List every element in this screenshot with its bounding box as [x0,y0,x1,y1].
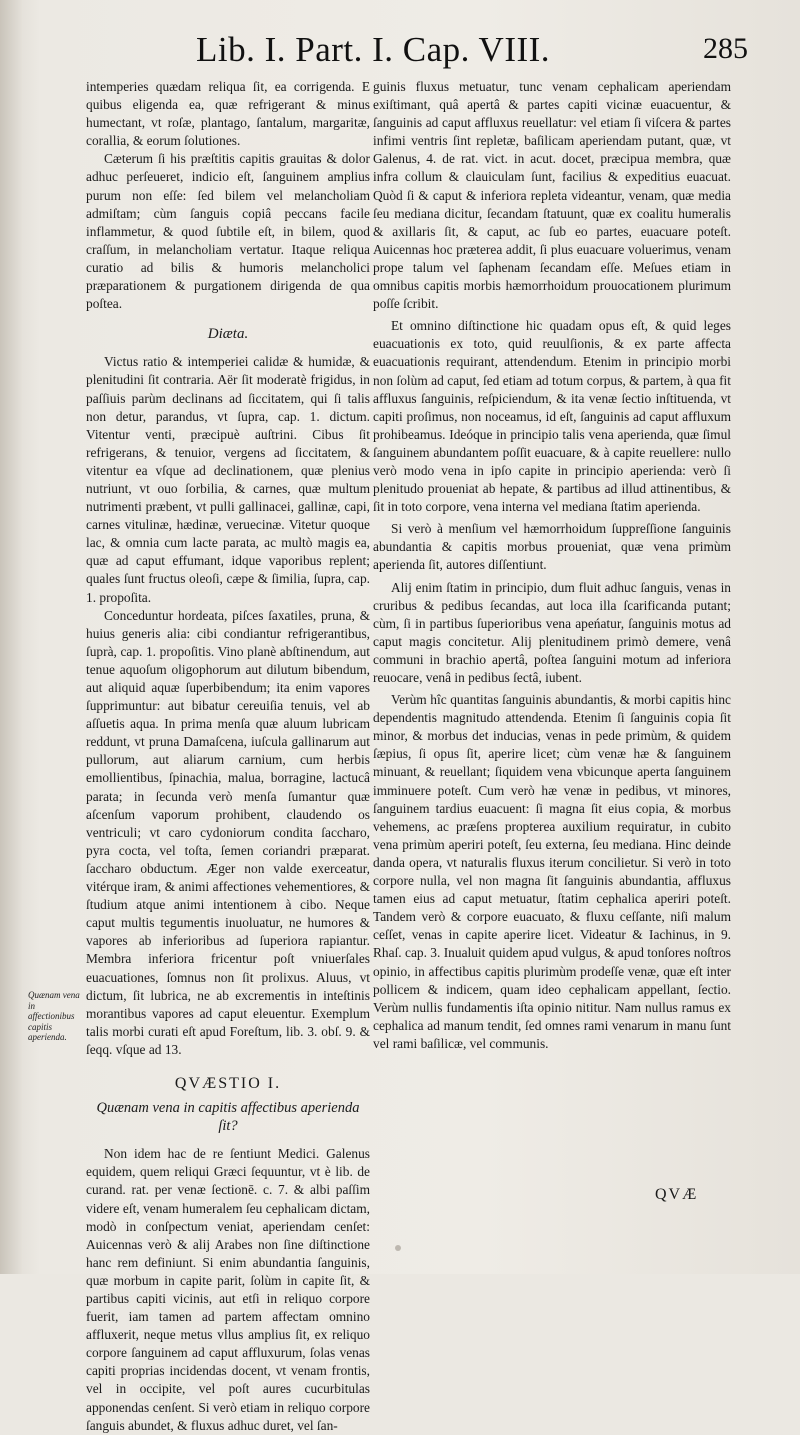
paragraph: Alij enim ſtatim in principio, dum fluit adhuc ſanguis, venas in cruribus & pedibus ſecandas, aut loca illa ſcarificanda putant; cùm, ſi in partibus ſuperioribus vena apeńatur, ſanguinis motus ad caput magis concitetur. Alij plenitudinem primò demere, venâ communi in brachio apertâ, poſtea ſanguini motum ad inferiora reuocare, venâ in pedibus ſectâ, iubent. [373,579,731,685]
paragraph: Conceduntur hordeata, piſces ſaxatiles, pruna, & huius generis alia: cibi condiantur refrigerantibus, ſuprà, cap. 1. propoſitis. Vino planè abſtinendum, aut tenue aquoſum oligophorum aut dilutum bibendum, aut aliquid aquæ ſuperbibendum; ita enim vapores ſupprimuntur: aut bibatur cereuiſia tenuis, vel ab aſſuetis aqua. In prima menſa quæ aluum lubricam reddunt, vt pruna Damaſcena, iuſcula gallinarum aut pullorum, aut aliarum carnium, cum herbis emollientibus, ſpinachia, malua, borragine, lactucâ parata; in ſecunda verò menſa ſumantur quæ aſcenſum vaporum prohibent, claudendo os ventriculi; vt caro cydoniorum condita ſaccharo, pyra cocta, vel toſta, ſemen coriandri præparat. ſaccharo obductum. Æger non valde exerceatur, vitérque iram, & animi affectiones vehementiores, & ſtudium atque animi intentionem à cibo. Neque caput multis tegumentis inuoluatur, ne humores & vapores ab inferioribus ad ſuperiora rapiantur. Membra inferiora fricentur poſt vniuerſales euacuationes, ſomnus non ſit prolixus. Aluus, vt dictum, ſit lubrica, ne ab excrementis in inteſtinis morantibus vapores ad caput eleuentur. Exemplum talis morbi curati eſt apud Foreſtum, lib. 3. obſ. 9. & ſeqq. vſque ad 13. [86,607,370,1057]
paper-speck [395,1245,401,1251]
running-title: Lib. I. Part. I. Cap. VIII. [196,30,551,69]
running-header [0,30,800,76]
paragraph: Si verò à menſium vel hæmorrhoidum ſuppreſſione ſanguinis abundantia & capitis morbus proueniat, quæ vena primùm aperienda ſit, autores diſſentiunt. [373,521,731,573]
catchword: QVÆ [655,1186,699,1203]
paragraph: Victus ratio & intemperiei calidæ & humidæ, & plenitudini ſit contraria. Aër ſit moderatè frigidus, in paſſiuis parùm declinans ad ſiccitatem, qui ſi talis non detur, parandus, vt ſupra, cap. 1. dictum. Vitentur venti, præcipuè auſtrini. Cibus ſit refrigerans, & tenuior, vergens ad ſiccitatem, & vitentur ea vſque ad declinationem, quæ plenius nutriunt, vt ouo ſorbilia, & carnes, quæ multum nutrimenti præbent, vt pulli gallinacei, gallinæ, capi, carnes vitulinæ, hædinæ, veruecinæ. Vitetur quoque lac, & omnia cum lacte parata, ac multò magis ea, quæ ad caput effumant, idque vaporibus replent; quales ſunt fructus oleoſi, cæpe & ſimilia, ſupra, cap. 1. propoſita. [86,354,370,605]
paragraph: Non idem hac de re ſentiunt Medici. Galenus equidem, quem reliqui Græci ſequuntur, vt è lib. de curand. rat. per venæ ſectionē. c. 7. & albi paſſim videre eſt, venam humeralem ſeu cephalicam dictam, modò in conſpectum veniat, aperiendam cenſet: Auicennas verò & alij Arabes non ſine diſtinctione hanc rem definiunt. Si enim abundantia ſanguinis, quæ morbum in capite parit, ſolùm in capite ſit, & partibus capiti vicinis, aut etſi in reliquo corpore fuerit, iam tamen ad partem affectam omnino affluxerit, neque metus vllus amplius ſit, ex reliquo corpore ſanguinem ad caput affluxurum, ſolas venas capiti proprias incidendas docent, vt venam frontis, vel in occipite, vel poſt aures cucurbitulas apponendas cenſent. Si verò etiam in reliquo corpore ſanguis abundet, & fluxus adhuc duret, vel ſan- [86,1146,370,1433]
paragraph: intemperies quædam reliqua ſit, ea corrigenda. E quibus eligenda ea, quæ refrigerant & minus humectant, vt roſæ, plantago, ſantalum, margaritæ, corallia, & eorum ſolutiones. [86,79,370,149]
quaestio-heading: QVÆSTIO I. [174,1074,282,1092]
paragraph: Cæterum ſi his præſtitis capitis grauitas & dolor adhuc perſeueret, indicio eſt, ſanguinem amplius purum non eſſe: ſed bilem vel melancholiam admiſtam; cùm ſanguis copiâ peccans facile inflammetur, & quod ſubtile eſt, in bilem, quod craſſum, in melancholiam vertatur. Itaque reliqua curatio ad bilis & humoris melancholici præparationem & purgationem dirigenda de qua poſtea. [86,151,370,312]
left-column [86,78,370,1435]
binding-edge [0,0,22,1274]
paragraph: Verùm hîc quantitas ſanguinis abundantis, & morbi capitis hinc dependentis magnitudo attendenda. Etenim ſi ſanguinis copia ſit minor, & morbus det inducias, venas in pede primùm, & quidem ſæpius, ſi opus ſit, aperire licet; cùm venæ hæ & ſanguinem minuant, & reuellant; ſiquidem vena vbicunque aperta ſanguinem imminuere poteſt. Cum verò hæ venæ in pedibus, vt minores, ſanguinem tardius euacuent: ſi magna ſit eius copia, & morbus vehemens, ac præſens propterea auxilium requiratur, in cubito vena primùm aperiri poteſt, ſeu externa, ſeu mediana. Hinc deinde danda opera, vt naturalis fluxus iterum concilietur. Si verò in toto corpore nulla, vel non magna ſit ſanguinis abundantia, affluxus tamen eius ad caput metuatur, ſtatim cephalica aperiri poteſt. Tandem verò & corpore euacuato, & fluxu ceſſante, niſi malum ceſſet, venas in capite aperire licet. Videatur & Iachinus, in 9. Rhaſ. cap. 3. Inualuit quidem apud vulgus, & apud tonſores noſtros opinio, in affectibus capitis plurimùm prodeſſe venæ, quæ eſt inter pollicem & indicem, quam ideo cephalicam appellant, ſectio. Verùm nullis fundamentis iſta opinio nititur. Nam nullus ramus ex cephalica ad manum tendit, ſed omnes rami venarum in manu ſunt vel rami baſilicæ, vel communis. [373,692,731,1051]
page-number: 285 [703,32,748,65]
quaestio-subtitle: Quænam vena in capitis affectibus aperienda ſit? [96,1100,360,1135]
paragraph: guinis fluxus metuatur, tunc venam cephalicam aperiendam exiſtimant, quâ apertâ & partes capiti vicinæ euacuentur, & ſanguinis ad caput affluxus reuellatur: vel etiam ſi viſcera & partes infimi ventris ſint repletæ, baſilicam aperiendam putant, quæ, vt Galenus, 4. de rat. vict. in acut. docet, præcipua membra, quæ infra collum & clauiculam ſunt, facilius & expeditius euacuat. Quòd ſi & caput & inferiora repleta videantur, venam, quæ media ſeu mediana dicitur, ſecandam ſtatuunt, quæ ex coalitu humeralis & axillaris ſit, & caput, ac ſub eo partes, euacuare poteſt. Auicennas hoc præterea addit, ſi plus euacuare voluerimus, venam prope talum vel ſaphenam ſecandam eſſe. Meſues etiam in omnibus capitis morbis hæmorrhoidum prouocationem plurimum poſſe ſcribit. [373,79,731,312]
paragraph: Et omnino diſtinctione hic quadam opus eſt, & quid leges euacuationis ex toto, quid reuulſionis, & ex parte affecta euacuationis requirant, attendendum. Etenim in principio morbi non ſolùm ad caput, ſed etiam ad totum corpus, & partem, à qua fit affluxus ſanguinis, reſpiciendum, & ita venæ ſectio inſtituenda, vt capiti proſimus, non noceamus, id eſt, ſanguinis ad caput affluxum prohibeamus. Ideóque in principio talis vena aperienda, quæ ſimul ſanguinem abundantem poſſit euacuare, & à capite reuellere: nullo verò modo vena in ipſo capite in principio aperienda: verò ſi plenitudo proueniat ab hepate, & partibus ad illud attinentibus, & ſit in toto corpore, vena interna vel mediana ſtatim aperienda. [373,318,731,515]
margin-note: Quænam vena in affectionibus capitis aperienda. [28,990,80,1042]
right-column [373,78,731,1053]
section-heading-diaeta: Diæta. [207,326,249,343]
